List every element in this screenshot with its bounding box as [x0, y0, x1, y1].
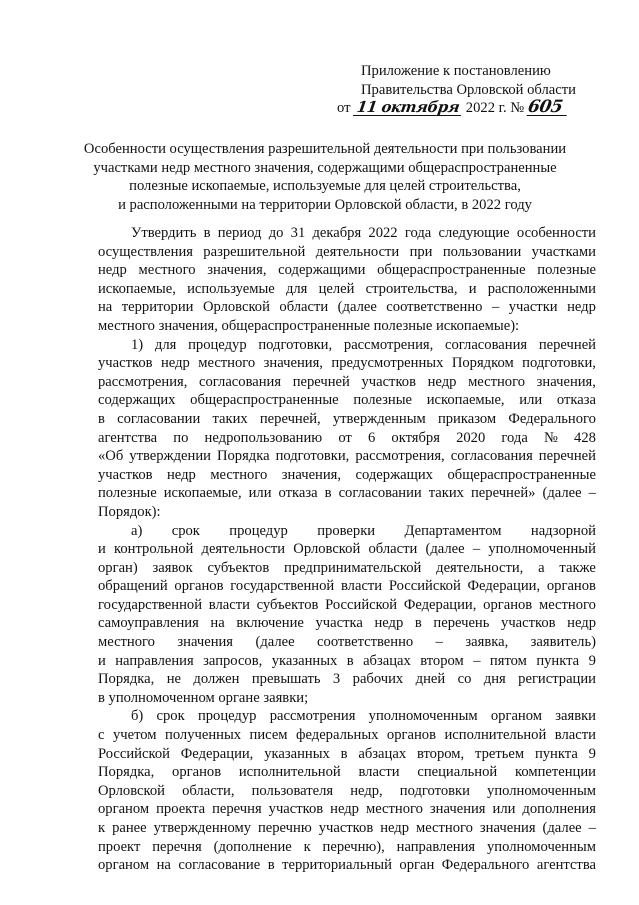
body-line: самоуправления на включение участка недр в перечень участков недр [98, 615, 596, 632]
body-line: содержащих общераспространенные полезные ископаемые, или отказа [98, 392, 596, 409]
body-line: к ранее утвержденному перечню участков недр местного значения (далее – [98, 820, 596, 836]
body-line: агентства по недропользованию от 6 октября 2020 года № 428 [98, 429, 596, 446]
body-line: осуществления разрешительной деятельности при пользовании участками [98, 243, 596, 260]
approval-line-2: Правительства Орловской области [361, 81, 576, 98]
body-line: полезные ископаемые, или отказа в согласовании таких перечней» (далее – [98, 485, 596, 502]
title-line: и расположенными на территории Орловской области, в 2022 году [118, 196, 532, 213]
body-line: местного значения (далее соответственно – заявка, заявитель) [98, 634, 596, 651]
body-line: орган) заявок субъектов предпринимательской деятельности, а также [98, 559, 596, 576]
body-line: обращений органов государственной власти Российской Федерации, органов [98, 578, 596, 595]
body-line: Порядка, органов исполнительной власти специальной компетенции [98, 764, 596, 781]
body-line: органом проекта перечня участков недр местного значения или дополнения [98, 801, 596, 818]
handwritten-date: 11 октября [353, 100, 463, 116]
body-line: в согласовании таких перечней, утвержденным приказом Федерального [98, 410, 596, 427]
approval-block [337, 62, 607, 118]
body-line: в уполномоченном органе заявки; [98, 689, 309, 706]
body-line: с учетом полученных писем федеральных органов исполнительной власти [98, 727, 596, 744]
body-line: Российской Федерации, указанных в абзацах втором, третьем пункта 9 [98, 745, 596, 762]
body-line: проект перечня (дополнение к перечню), направления уполномоченным [98, 838, 596, 855]
approval-year: 2022 г. № [465, 100, 525, 116]
body-line: Порядка, не должен превышать 3 рабочих дней со дня регистрации [98, 671, 596, 688]
approval-line-1: Приложение к постановлению [361, 63, 551, 79]
body-line: государственной власти субъектов Российской Федерации, органов местного [98, 596, 596, 613]
body-line: и направления запросов, указанных в абзацах втором – пятом пункта 9 [98, 652, 596, 669]
body-line: 1) для процедур подготовки, рассмотрения, согласования перечней [131, 336, 596, 353]
approval-date-line [337, 99, 607, 118]
body-line: органом на согласование в территориальный орган Федерального агентства [98, 857, 596, 874]
title-line: участками недр местного значения, содержащими общераспространенные [93, 159, 557, 176]
body-line: «Об утверждении Порядка подготовки, рассмотрения, согласования перечней [98, 448, 596, 465]
body-line: Порядок): [98, 503, 161, 520]
body-line: на территории Орловской области (далее соответственно – участки недр [98, 299, 596, 316]
body-line: Орловской области, пользователя недр, подготовки уполномоченным [98, 782, 596, 799]
document-body [98, 224, 596, 875]
body-line: а) срок процедур проверки Департаментом надзорной [131, 522, 596, 539]
handwritten-number: 605 [526, 100, 569, 116]
document-title [60, 140, 590, 214]
body-line: недр местного значения, содержащими общераспространенные полезные [98, 262, 596, 279]
body-line: участков недр местного значения, содержащих общераспространенные [98, 466, 596, 483]
title-line: Особенности осуществления разрешительной деятельности при пользовании [83, 141, 567, 157]
body-line: рассмотрения, согласования перечней участков недр местного значения, [98, 373, 596, 390]
body-line: б) срок процедур рассмотрения уполномоченным органом заявки [131, 708, 596, 725]
title-line: полезные ископаемые, используемые для целей строительства, [129, 178, 521, 195]
body-line: и контрольной деятельности Орловской области (далее – уполномоченный [98, 541, 596, 558]
body-line: ископаемые, используемые для целей строительства, и расположенными [98, 280, 596, 297]
approval-prefix: от [337, 100, 351, 116]
body-line: Утвердить в период до 31 декабря 2022 года следующие особенности [131, 225, 596, 241]
body-line: участков недр местного значения, предусмотренных Порядком подготовки, [98, 355, 596, 372]
body-line: местного значения, общераспространенные полезные ископаемые): [98, 317, 520, 334]
